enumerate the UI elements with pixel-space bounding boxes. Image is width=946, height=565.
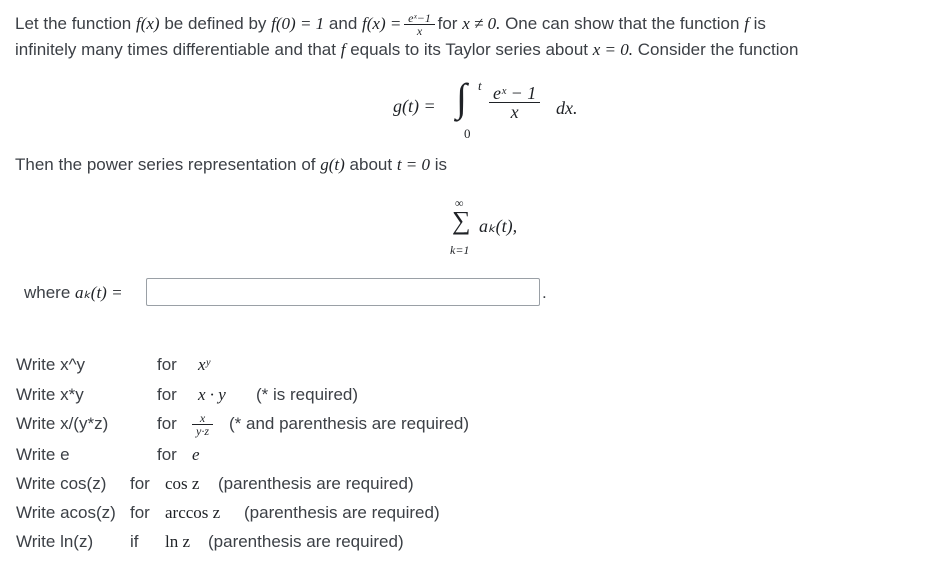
integral-lhs: g(t) = — [393, 96, 436, 116]
instruction-for: if — [130, 532, 139, 551]
series-upper-limit: ∞ — [455, 196, 464, 210]
instruction-note: (parenthesis are required) — [208, 532, 404, 551]
integral-dx: dx. — [556, 98, 578, 118]
instruction-math: x · y — [198, 385, 226, 404]
math-x-eq-0: x = 0. — [592, 40, 634, 59]
instruction-write: Write e — [16, 445, 70, 464]
instruction-row — [16, 501, 440, 525]
integral-lower-limit: 0 — [464, 126, 471, 141]
summation-sign: ∑ — [452, 206, 471, 235]
fraction-ex-minus-1-over-x: $\frac{\text{eˣ−1}}{x}$ — [406, 12, 433, 37]
instruction-math: ln z — [165, 532, 191, 551]
math-x-ne-0: x ≠ 0. — [462, 13, 501, 33]
intro-text: equals to its Taylor series about — [350, 40, 589, 59]
instruction-write: Write x/(y*z) — [16, 414, 109, 433]
answer-label — [24, 283, 123, 303]
instruction-row — [16, 472, 414, 496]
intro-text: infinitely many times differentiable and that — [15, 40, 336, 59]
instruction-note: (* and parenthesis are required) — [229, 414, 470, 433]
power-series-sentence — [15, 155, 447, 175]
instruction-write: Write x^y — [16, 355, 86, 374]
instruction-row — [16, 411, 470, 439]
math-f0: f(0) = 1 — [271, 13, 325, 33]
intro-text: and — [328, 13, 358, 33]
instruction-write: Write x*y — [16, 385, 84, 404]
intro-line-1 — [15, 12, 766, 37]
instruction-note: (* is required) — [256, 385, 359, 404]
instruction-note: (parenthesis are required) — [218, 474, 414, 493]
instruction-for: for — [130, 503, 150, 522]
instruction-for: for — [157, 385, 177, 404]
answer-period: . — [542, 283, 547, 302]
instruction-math: arccos z — [165, 503, 221, 522]
instruction-fraction: $\frac{x}{y\cdot z}$ — [194, 412, 211, 437]
then-text: is — [434, 155, 448, 174]
series-lower-limit: k=1 — [450, 243, 470, 257]
math-fx-eq: f(x) = — [362, 13, 402, 33]
instruction-for: for — [157, 445, 177, 464]
intro-line-2 — [15, 40, 798, 60]
math-fx: f(x) — [136, 13, 160, 33]
instruction-write: Write cos(z) — [16, 474, 107, 493]
integral-sign: ∫ — [456, 75, 467, 120]
instruction-for: for — [157, 414, 177, 433]
then-text: about — [349, 155, 393, 174]
math-t-eq-0: t = 0 — [396, 155, 431, 174]
answer-label-text: where — [24, 283, 71, 302]
instruction-math: cos z — [165, 474, 200, 493]
intro-text: One can show that the function — [505, 13, 740, 33]
intro-text: for — [437, 13, 458, 33]
intro-text: is — [753, 13, 766, 33]
intro-text: Consider the function — [637, 40, 799, 59]
integrand-fraction: $\frac{\text{eˣ − 1}}{x}$ — [491, 84, 538, 121]
instruction-row — [16, 530, 404, 554]
instruction-for: for — [157, 355, 177, 374]
then-text: Then the power series representation of — [15, 155, 316, 174]
series-term: aₖ(t), — [479, 216, 518, 236]
instruction-for: for — [130, 474, 150, 493]
integral-upper-limit: t — [478, 78, 482, 93]
instruction-write: Write acos(z) — [16, 503, 116, 522]
math-f: f — [340, 40, 346, 59]
instruction-row — [16, 353, 210, 377]
math-gt: g(t) — [320, 155, 345, 174]
instruction-math: e — [192, 445, 200, 464]
instruction-note: (parenthesis are required) — [244, 503, 440, 522]
intro-text: Let the function — [15, 13, 132, 33]
instruction-write: Write ln(z) — [16, 532, 94, 551]
math-f: f — [744, 13, 749, 33]
instruction-row — [16, 383, 359, 407]
intro-text: be defined by — [164, 13, 267, 33]
instruction-row — [16, 443, 200, 467]
answer-input[interactable] — [146, 278, 540, 306]
instruction-math: xʸ — [198, 355, 210, 374]
answer-label-math: aₖ(t) = — [75, 283, 123, 302]
